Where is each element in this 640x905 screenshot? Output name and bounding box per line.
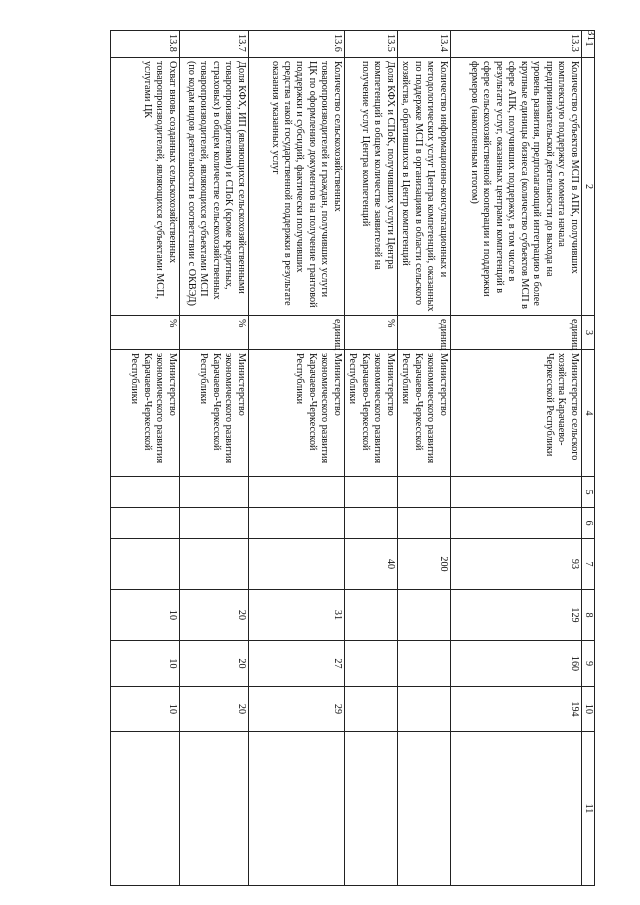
value-cell: 20 [179,590,248,641]
responsible: Министерство экономического развития Карачаево-Черкесской Республики [110,350,179,477]
indicator-name: Охват вновь созданных сельскохозяйственных товаропроизводителей, являющихся субъектами МСП, услугами ЦК [110,58,179,316]
unit: единиц [450,316,581,350]
value-cell [248,732,344,886]
value-cell [450,508,581,539]
header-row [581,31,594,886]
value-cell [110,539,179,590]
value-cell [450,477,581,508]
header-cell: 11 [581,732,594,886]
value-cell [110,508,179,539]
value-cell [397,687,450,732]
header-cell: 2 [581,58,594,316]
unit: % [344,316,397,350]
unit: % [179,316,248,350]
value-cell [248,477,344,508]
value-cell: 10 [110,641,179,687]
value-cell [110,732,179,886]
value-cell: 10 [110,590,179,641]
row-number: 13.7 [179,31,248,58]
row-number: 13.6 [248,31,344,58]
indicators-table-rotated [65,30,595,885]
value-cell: 10 [110,687,179,732]
value-cell [397,590,450,641]
value-cell [450,732,581,886]
responsible: Министерство экономического развития Карачаево-Черкесской Республики [248,350,344,477]
value-cell: 194 [450,687,581,732]
value-cell: 93 [450,539,581,590]
value-cell [344,477,397,508]
indicator-name: Доля КФХ и СПоК, получивших услуги Центра компетенций в общем количестве заявителей на получение услуг Центра компетенций [344,58,397,316]
value-cell [397,732,450,886]
unit: единиц [248,316,344,350]
value-cell [397,641,450,687]
row-number: 13.5 [344,31,397,58]
unit: % [110,316,179,350]
table-row [450,31,581,886]
value-cell: 20 [179,641,248,687]
header-cell: 9 [581,641,594,687]
responsible: Министерство экономического развития Карачаево-Черкесской Республики [179,350,248,477]
value-cell [110,477,179,508]
value-cell [397,508,450,539]
header-cell: 5 [581,477,594,508]
header-cell: 7 [581,539,594,590]
table-row [110,31,179,886]
value-cell: 20 [179,687,248,732]
header-cell: 3 [581,316,594,350]
indicator-name: Количество информационно-консультационных и методологических услуг Центра компетенций, оказанных по поддержке МСП в организациям в области сельского хозяйства, обратившихся в Центр компетенций [397,58,450,316]
value-cell [344,641,397,687]
row-number: 13.3 [450,31,581,58]
value-cell [179,539,248,590]
value-cell [179,732,248,886]
header-cell: 6 [581,508,594,539]
value-cell [248,539,344,590]
table-row [397,31,450,886]
value-cell: 29 [248,687,344,732]
table-row [344,31,397,886]
responsible: Министерство экономического развития Карачаево-Черкесской Республики [397,350,450,477]
indicators-table [110,30,595,886]
unit: единиц [397,316,450,350]
table-row [179,31,248,886]
header-cell: 8 [581,590,594,641]
table-row [248,31,344,886]
value-cell: 40 [344,539,397,590]
indicator-name: Доля КФХ, ИП (являющихся сельскохозяйственными товаропроизводителями) и СПоК (кроме кредитных, страховых) в общем количестве сельскохозяйственных товаропроизводителей, являющихся субъектами МСП (по кодам видов деятельности в соответствии с ОКВЭД) [179,58,248,316]
responsible: Министерство сельского хозяйства Карачаево-Черкесской Республики [450,350,581,477]
indicator-name: Количество сельскохозяйственных товаропроизводителей и граждан, получивших услуги ЦК по оформлению документов на получение грантовой поддержки и субсидий, фактически получивших средства такой государственной поддержки в результате оказания указанных услуг [248,58,344,316]
row-number: 13.4 [397,31,450,58]
value-cell [344,508,397,539]
responsible: Министерство экономического развития Карачаево-Черкесской Республики [344,350,397,477]
page-number: 31 [585,30,597,41]
value-cell: 31 [248,590,344,641]
value-cell: 27 [248,641,344,687]
value-cell [344,732,397,886]
value-cell [248,508,344,539]
value-cell [179,477,248,508]
value-cell [344,590,397,641]
value-cell: 160 [450,641,581,687]
indicator-name: Количество субъектов МСП в АПК, получивших комплексную поддержку с момента начала предпринимательской деятельности до выхода на уровень развития, предполагающий интеграцию в более крупные единицы бизнеса (количество субъектов МСП в сфере АПК, получивших поддержку, в том числе в результате услуг, оказанных центрами компетенций в сфере сельскохозяйственной кооперации и поддержки фермеров (накопленным итогом) [450,58,581,316]
value-cell [397,477,450,508]
header-cell: 10 [581,687,594,732]
value-cell [344,687,397,732]
header-cell: 4 [581,350,594,477]
header-cell: 1 [581,31,594,58]
row-number: 13.8 [110,31,179,58]
value-cell: 129 [450,590,581,641]
value-cell [179,508,248,539]
value-cell: 200 [397,539,450,590]
